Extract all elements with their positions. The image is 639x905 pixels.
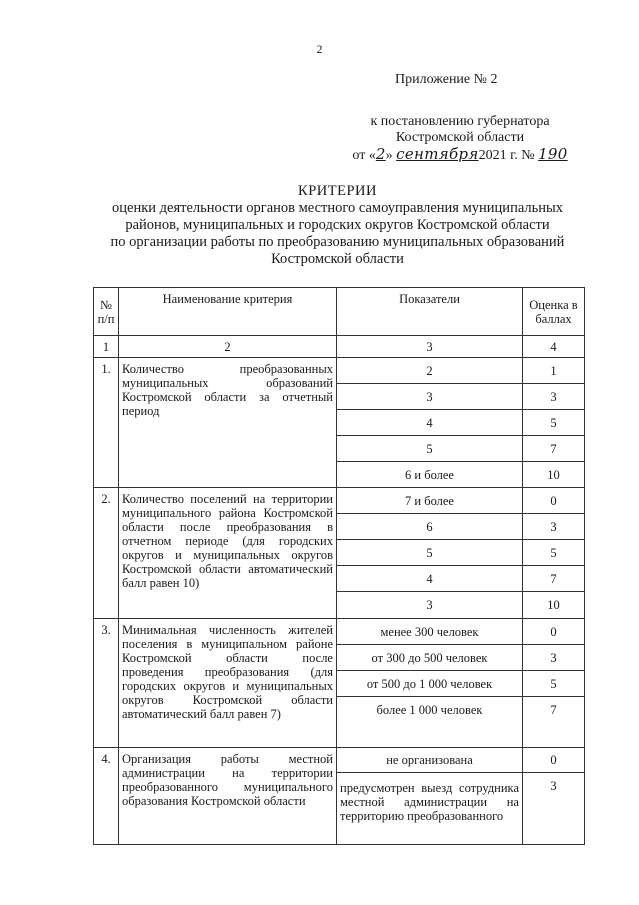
header-indicators: Показатели bbox=[337, 288, 523, 336]
score-cell: 3 bbox=[523, 645, 585, 671]
handwritten-month: сентября bbox=[396, 145, 479, 163]
criterion-name: Количество поселений на территории муниципального района Костромской области после преобразования в отчетном периоде (для городских округов и муниципальных округов Костромской области автоматический балл равен 10) bbox=[119, 488, 337, 619]
indicator-cell: 4 bbox=[337, 566, 523, 592]
score-cell: 0 bbox=[523, 619, 585, 645]
criterion-name: Организация работы местной администрации на территории преобразованного муниципального образования Костромской области bbox=[119, 748, 337, 845]
date-prefix: от « bbox=[352, 148, 376, 163]
table-row bbox=[94, 619, 585, 645]
indicator-cell: предусмотрен выезд сотрудника местной администрации на территорию преобразованного bbox=[337, 773, 523, 845]
score-cell: 0 bbox=[523, 748, 585, 773]
criteria-table bbox=[93, 287, 585, 845]
indicator-cell: не организована bbox=[337, 748, 523, 773]
score-cell: 10 bbox=[523, 592, 585, 619]
date-mid: » bbox=[385, 148, 393, 163]
handwritten-number: 190 bbox=[538, 145, 568, 163]
page-number: 2 bbox=[316, 42, 323, 56]
header-score: Оценка в баллах bbox=[523, 288, 585, 336]
decree-reference bbox=[340, 114, 580, 164]
indicator-cell: 5 bbox=[337, 540, 523, 566]
score-cell: 3 bbox=[523, 514, 585, 540]
table-row bbox=[94, 488, 585, 514]
score-cell: 5 bbox=[523, 671, 585, 697]
score-cell: 3 bbox=[523, 384, 585, 410]
indicator-cell: 3 bbox=[337, 592, 523, 619]
index-cell: 3 bbox=[337, 336, 523, 358]
score-cell: 0 bbox=[523, 488, 585, 514]
table-row bbox=[94, 748, 585, 773]
indicator-cell: более 1 000 человек bbox=[337, 697, 523, 748]
title-line: оценки деятельности органов местного самоуправления муниципальных bbox=[112, 200, 563, 216]
title-line: Костромской области bbox=[271, 251, 404, 267]
table-row bbox=[94, 358, 585, 384]
index-cell: 1 bbox=[94, 336, 119, 358]
criterion-number: 1. bbox=[94, 358, 119, 488]
indicator-cell: 3 bbox=[337, 384, 523, 410]
score-cell: 7 bbox=[523, 566, 585, 592]
decree-date-line bbox=[340, 146, 580, 164]
score-cell: 5 bbox=[523, 410, 585, 436]
indicator-cell: 6 bbox=[337, 514, 523, 540]
criterion-name: Количество преобразованных муниципальных образований Костромской области за отчетный период bbox=[119, 358, 337, 488]
indicator-cell: от 300 до 500 человек bbox=[337, 645, 523, 671]
header-num: № п/п bbox=[94, 288, 119, 336]
document-title bbox=[60, 183, 615, 268]
score-cell: 7 bbox=[523, 436, 585, 462]
index-cell: 2 bbox=[119, 336, 337, 358]
handwritten-day: 2 bbox=[375, 145, 386, 163]
indicator-cell: менее 300 человек bbox=[337, 619, 523, 645]
header-row bbox=[94, 288, 585, 336]
score-cell: 5 bbox=[523, 540, 585, 566]
criterion-name: Минимальная численность жителей поселения в муниципальном районе Костромской области после проведения преобразования (для городских округов и муниципальных округов Костромской области автоматический балл равен 7) bbox=[119, 619, 337, 748]
title-line: по организации работы по преобразованию муниципальных образований bbox=[110, 234, 565, 250]
criterion-number: 3. bbox=[94, 619, 119, 748]
title-main: КРИТЕРИИ bbox=[298, 183, 377, 199]
title-line: районов, муниципальных и городских округов Костромской области bbox=[125, 217, 550, 233]
indicator-cell: от 500 до 1 000 человек bbox=[337, 671, 523, 697]
score-cell: 10 bbox=[523, 462, 585, 488]
appendix-label: Приложение № 2 bbox=[395, 72, 498, 87]
score-cell: 1 bbox=[523, 358, 585, 384]
indicator-cell: 4 bbox=[337, 410, 523, 436]
indicator-cell: 6 и более bbox=[337, 462, 523, 488]
header-name: Наименование критерия bbox=[119, 288, 337, 336]
criterion-number: 2. bbox=[94, 488, 119, 619]
score-cell: 3 bbox=[523, 773, 585, 845]
indicator-cell: 5 bbox=[337, 436, 523, 462]
score-cell: 7 bbox=[523, 697, 585, 748]
decree-line-2: Костромской области bbox=[395, 130, 525, 145]
decree-line-1: к постановлению губернатора bbox=[370, 114, 550, 129]
criterion-number: 4. bbox=[94, 748, 119, 845]
indicator-cell: 2 bbox=[337, 358, 523, 384]
index-cell: 4 bbox=[523, 336, 585, 358]
index-row bbox=[94, 336, 585, 358]
date-year: 2021 г. № bbox=[478, 148, 535, 163]
indicator-cell: 7 и более bbox=[337, 488, 523, 514]
